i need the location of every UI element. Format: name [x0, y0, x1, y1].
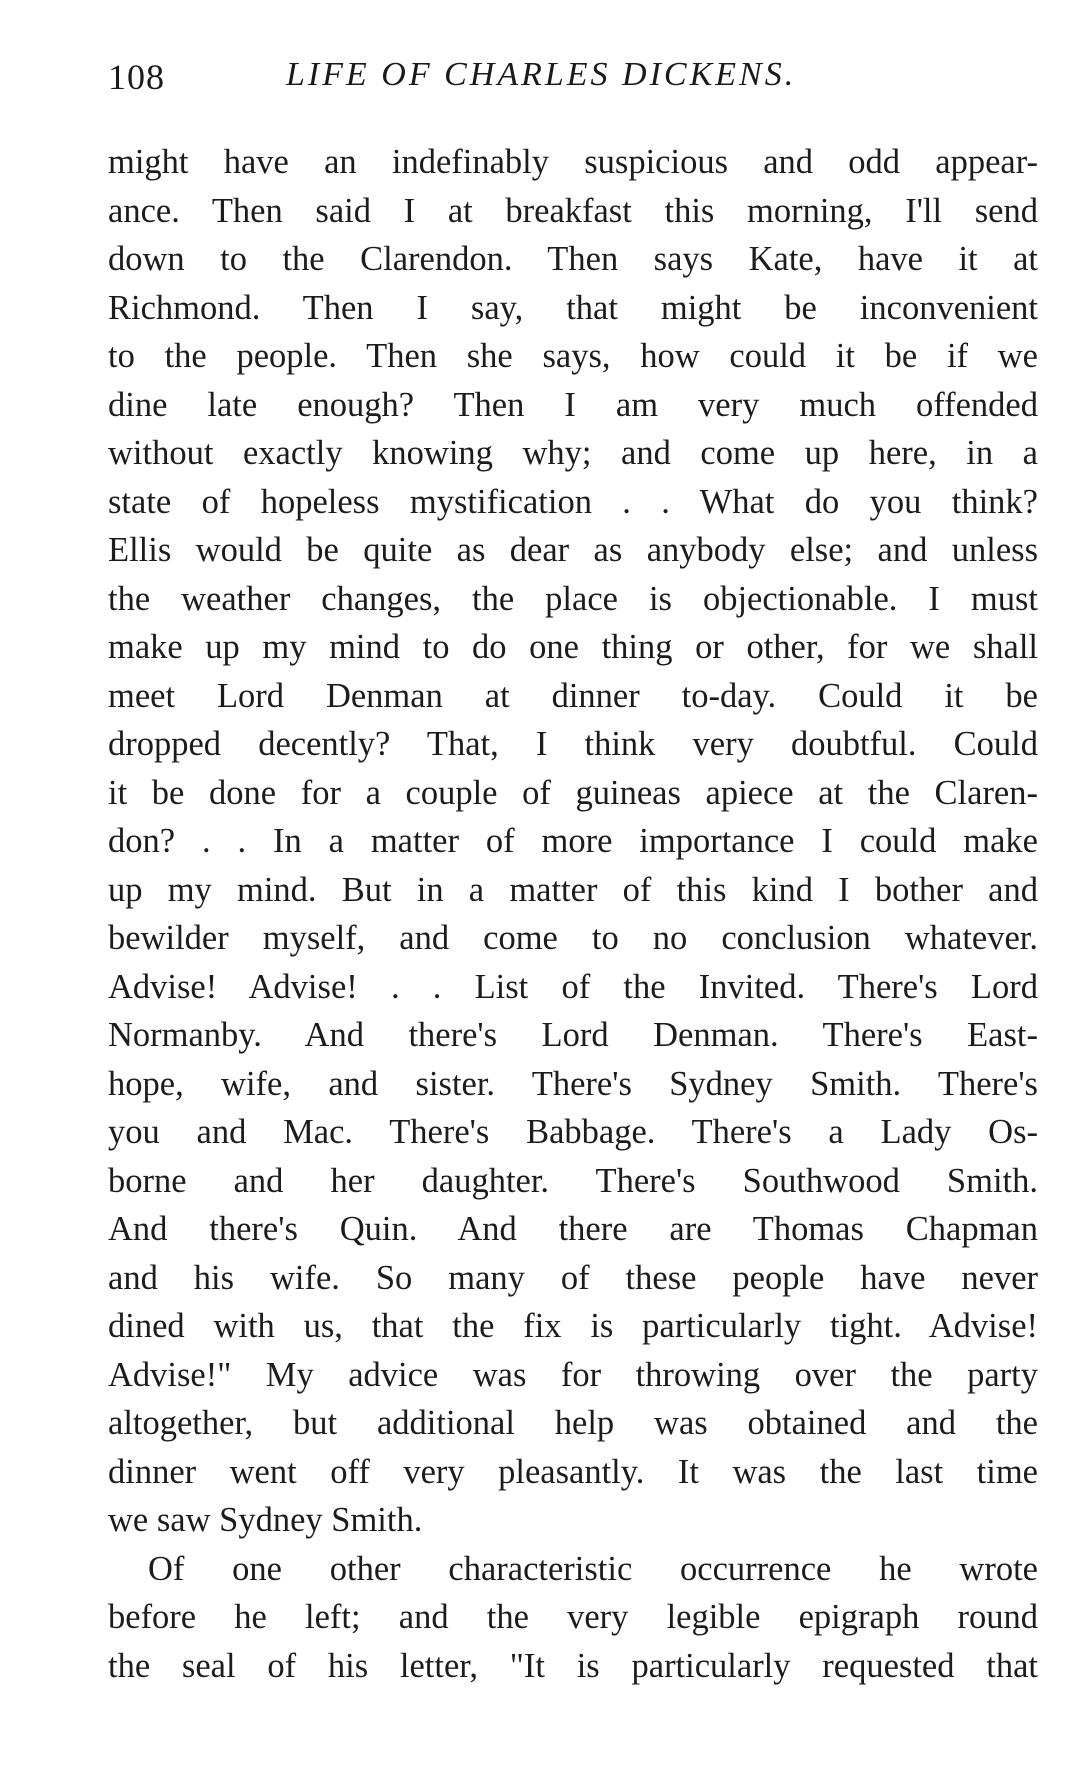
text-line: it be done for a couple of guineas apiece at the Claren-: [108, 773, 1038, 812]
text-line: down to the Clarendon. Then says Kate, have it at: [108, 240, 1038, 278]
text-line: bewilder myself, and come to no conclusion whatever.: [108, 919, 1038, 957]
text-line: and his wife. So many of these people have never: [108, 1258, 1038, 1297]
text-line: without exactly knowing why; and come up here, in a: [108, 434, 1038, 472]
text-line: hope, wife, and sister. There's Sydney Smith. There's: [108, 1064, 1038, 1103]
text-line: dinner went off very pleasantly. It was the last time: [108, 1452, 1038, 1491]
text-line: the weather changes, the place is objectionable. I must: [108, 579, 1038, 618]
running-head: [108, 50, 1048, 100]
text-line: meet Lord Denman at dinner to-day. Could it be: [108, 676, 1038, 715]
text-line: might have an indefinably suspicious and odd appear-: [108, 143, 1038, 181]
paragraph: [108, 1545, 1038, 1691]
text-line: Advise! Advise! . . List of the Invited. There's Lord: [108, 967, 1038, 1006]
text-line: ance. Then said I at breakfast this morning, I'll send: [108, 191, 1038, 230]
text-line: dine late enough? Then I am very much offended: [108, 385, 1038, 424]
text-line: you and Mac. There's Babbage. There's a Lady Os-: [108, 1113, 1038, 1151]
page-number: 108: [108, 57, 165, 97]
text-line: Normanby. And there's Lord Denman. There's East-: [108, 1016, 1038, 1054]
text-line: borne and her daughter. There's Southwood Smith.: [108, 1161, 1038, 1200]
text-line: before he left; and the very legible epigraph round: [108, 1598, 1038, 1636]
text-line: altogether, but additional help was obtained and the: [108, 1404, 1038, 1442]
text-line: to the people. Then she says, how could it be if we: [108, 337, 1038, 375]
body-text: [108, 138, 1038, 1690]
running-title: LIFE OF CHARLES DICKENS.: [286, 56, 797, 93]
text-line: the seal of his letter, "It is particularly requested that: [108, 1646, 1038, 1685]
paragraph: [108, 138, 1038, 1545]
text-line: make up my mind to do one thing or other, for we shall: [108, 628, 1038, 666]
text-line: Richmond. Then I say, that might be inconvenient: [108, 288, 1038, 327]
text-line: dropped decently? That, I think very doubtful. Could: [108, 725, 1038, 763]
text-line: Ellis would be quite as dear as anybody else; and unless: [108, 531, 1038, 569]
text-line: we saw Sydney Smith.: [108, 1501, 423, 1539]
text-line: state of hopeless mystification . . What do you think?: [108, 482, 1038, 521]
text-line: don? . . In a matter of more importance I could make: [108, 822, 1038, 860]
text-line: Of one other characteristic occurrence he wrote: [148, 1549, 1038, 1588]
text-line: And there's Quin. And there are Thomas Chapman: [108, 1210, 1038, 1248]
text-line: dined with us, that the fix is particularly tight. Advise!: [108, 1307, 1038, 1345]
text-line: Advise!" My advice was for throwing over the party: [108, 1355, 1038, 1394]
text-line: up my mind. But in a matter of this kind I bother and: [108, 870, 1038, 909]
